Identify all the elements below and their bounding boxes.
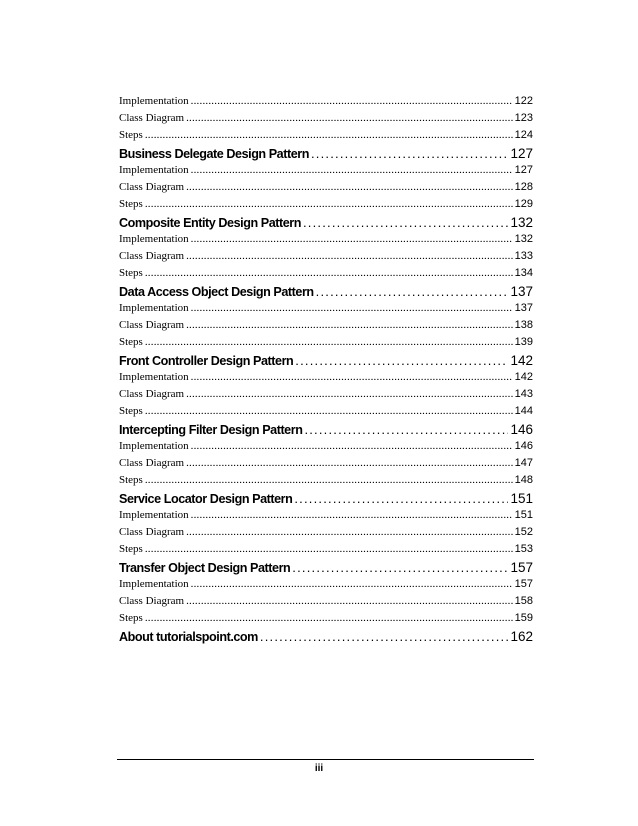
toc-section-entry[interactable] — [119, 302, 533, 319]
toc-chapter-entry[interactable] — [119, 629, 533, 647]
toc-section-entry[interactable] — [119, 543, 533, 560]
toc-entry-title: About tutorialspoint.com — [119, 630, 258, 645]
toc-dot-leader — [186, 181, 513, 193]
toc-entry-page: 157 — [514, 578, 533, 591]
toc-entry-title: Class Diagram — [119, 319, 185, 332]
toc-entry-title: Class Diagram — [119, 250, 185, 263]
toc-entry-title: Steps — [119, 128, 143, 141]
toc-dot-leader — [191, 233, 513, 245]
toc-section-entry[interactable] — [119, 388, 533, 405]
toc-entry-page: 146 — [514, 440, 533, 453]
toc-entry-title: Class Diagram — [119, 457, 185, 470]
toc-dot-leader — [145, 543, 513, 555]
toc-entry-page: 132 — [510, 214, 533, 230]
toc-section-entry[interactable] — [119, 267, 533, 284]
toc-dot-leader — [304, 422, 508, 437]
toc-entry-page: 146 — [510, 421, 533, 437]
table-of-contents — [119, 95, 533, 648]
toc-dot-leader — [186, 112, 513, 124]
toc-dot-leader — [191, 578, 513, 590]
toc-dot-leader — [191, 302, 513, 314]
toc-chapter-entry[interactable] — [119, 353, 533, 371]
toc-entry-page: 162 — [510, 629, 533, 645]
toc-entry-title: Service Locator Design Pattern — [119, 491, 293, 506]
toc-section-entry[interactable] — [119, 233, 533, 250]
toc-section-entry[interactable] — [119, 250, 533, 267]
toc-entry-title: Class Diagram — [119, 526, 185, 539]
toc-entry-title: Composite Entity Design Pattern — [119, 215, 301, 230]
toc-entry-title: Class Diagram — [119, 388, 185, 401]
toc-dot-leader — [294, 491, 508, 506]
toc-entry-page: 144 — [514, 405, 533, 418]
toc-chapter-entry[interactable] — [119, 422, 533, 440]
toc-section-entry[interactable] — [119, 457, 533, 474]
toc-entry-page: 153 — [514, 543, 533, 556]
toc-entry-page: 122 — [514, 95, 533, 107]
toc-dot-leader — [186, 526, 513, 538]
toc-section-entry[interactable] — [119, 336, 533, 353]
toc-entry-page: 159 — [514, 612, 533, 625]
toc-entry-page: 128 — [514, 180, 533, 193]
toc-entry-page: 133 — [514, 250, 533, 263]
toc-entry-title: Front Controller Design Pattern — [119, 353, 294, 368]
toc-dot-leader — [186, 457, 513, 469]
toc-entry-title: Intercepting Filter Design Pattern — [119, 422, 303, 437]
toc-dot-leader — [145, 198, 513, 210]
toc-entry-page: 127 — [514, 164, 533, 177]
toc-section-entry[interactable] — [119, 440, 533, 457]
toc-section-entry[interactable] — [119, 129, 533, 146]
toc-entry-title: Implementation — [119, 164, 189, 177]
toc-entry-title: Class Diagram — [119, 111, 185, 124]
toc-entry-title: Steps — [119, 335, 143, 348]
toc-dot-leader — [303, 215, 508, 230]
toc-entry-page: 137 — [510, 283, 533, 299]
toc-chapter-entry[interactable] — [119, 560, 533, 578]
toc-entry-title: Data Access Object Design Pattern — [119, 284, 314, 299]
toc-dot-leader — [186, 388, 513, 400]
toc-dot-leader — [292, 560, 508, 575]
footer-page-number: iii — [314, 763, 324, 774]
toc-entry-page: 142 — [510, 352, 533, 368]
toc-dot-leader — [260, 629, 509, 644]
toc-entry-title: Implementation — [119, 95, 189, 107]
footer-divider — [117, 759, 534, 760]
toc-section-entry[interactable] — [119, 198, 533, 215]
toc-entry-page: 138 — [514, 319, 533, 332]
toc-dot-leader — [191, 509, 513, 521]
toc-entry-title: Implementation — [119, 578, 189, 591]
toc-entry-title: Business Delegate Design Pattern — [119, 146, 309, 161]
toc-chapter-entry[interactable] — [119, 146, 533, 164]
toc-dot-leader — [316, 284, 509, 299]
toc-entry-page: 158 — [514, 595, 533, 608]
toc-entry-page: 137 — [514, 302, 533, 315]
toc-section-entry[interactable] — [119, 526, 533, 543]
toc-section-entry[interactable] — [119, 509, 533, 526]
toc-entry-page: 123 — [514, 111, 533, 124]
toc-entry-title: Steps — [119, 266, 143, 279]
toc-entry-page: 147 — [514, 457, 533, 470]
toc-dot-leader — [191, 440, 513, 452]
toc-dot-leader — [145, 129, 513, 141]
toc-dot-leader — [186, 250, 513, 262]
toc-dot-leader — [145, 336, 513, 348]
toc-entry-title: Steps — [119, 612, 143, 625]
toc-entry-title: Steps — [119, 543, 143, 556]
toc-entry-title: Implementation — [119, 509, 189, 522]
toc-entry-title: Implementation — [119, 440, 189, 453]
toc-entry-page: 151 — [514, 509, 533, 522]
toc-dot-leader — [145, 474, 513, 486]
toc-dot-leader — [311, 146, 509, 161]
toc-dot-leader — [145, 267, 513, 279]
toc-section-entry[interactable] — [119, 181, 533, 198]
toc-entry-page: 148 — [514, 474, 533, 487]
toc-dot-leader — [295, 353, 508, 368]
toc-entry-title: Class Diagram — [119, 595, 185, 608]
toc-entry-page: 143 — [514, 388, 533, 401]
toc-section-entry[interactable] — [119, 112, 533, 129]
toc-entry-page: 152 — [514, 526, 533, 539]
toc-entry-page: 127 — [510, 145, 533, 161]
toc-section-entry[interactable] — [119, 612, 533, 629]
toc-section-entry[interactable] — [119, 319, 533, 336]
toc-entry-title: Transfer Object Design Pattern — [119, 561, 291, 576]
toc-entry-page: 142 — [514, 371, 533, 384]
toc-section-entry[interactable] — [119, 595, 533, 612]
toc-dot-leader — [191, 164, 513, 176]
toc-entry-title: Implementation — [119, 371, 189, 384]
toc-chapter-entry[interactable] — [119, 491, 533, 509]
toc-section-entry[interactable] — [119, 95, 533, 112]
toc-entry-page: 129 — [514, 197, 533, 210]
toc-entry-page: 151 — [510, 490, 533, 506]
toc-entry-page: 124 — [514, 128, 533, 141]
toc-dot-leader — [191, 371, 513, 383]
toc-chapter-entry[interactable] — [119, 284, 533, 302]
toc-section-entry[interactable] — [119, 371, 533, 388]
toc-dot-leader — [145, 405, 513, 417]
toc-dot-leader — [186, 595, 513, 607]
toc-entry-title: Steps — [119, 197, 143, 210]
toc-dot-leader — [186, 319, 513, 331]
toc-section-entry[interactable] — [119, 578, 533, 595]
toc-section-entry[interactable] — [119, 405, 533, 422]
toc-entry-title: Implementation — [119, 233, 189, 246]
toc-entry-page: 139 — [514, 335, 533, 348]
toc-dot-leader — [191, 95, 513, 107]
toc-section-entry[interactable] — [119, 164, 533, 181]
toc-chapter-entry[interactable] — [119, 215, 533, 233]
toc-entry-title: Steps — [119, 405, 143, 418]
toc-entry-page: 132 — [514, 233, 533, 246]
toc-entry-page: 157 — [510, 560, 533, 576]
toc-dot-leader — [145, 612, 513, 624]
toc-section-entry[interactable] — [119, 474, 533, 491]
toc-entry-title: Implementation — [119, 302, 189, 315]
toc-entry-title: Class Diagram — [119, 180, 185, 193]
toc-entry-page: 134 — [514, 266, 533, 279]
toc-entry-title: Steps — [119, 474, 143, 487]
